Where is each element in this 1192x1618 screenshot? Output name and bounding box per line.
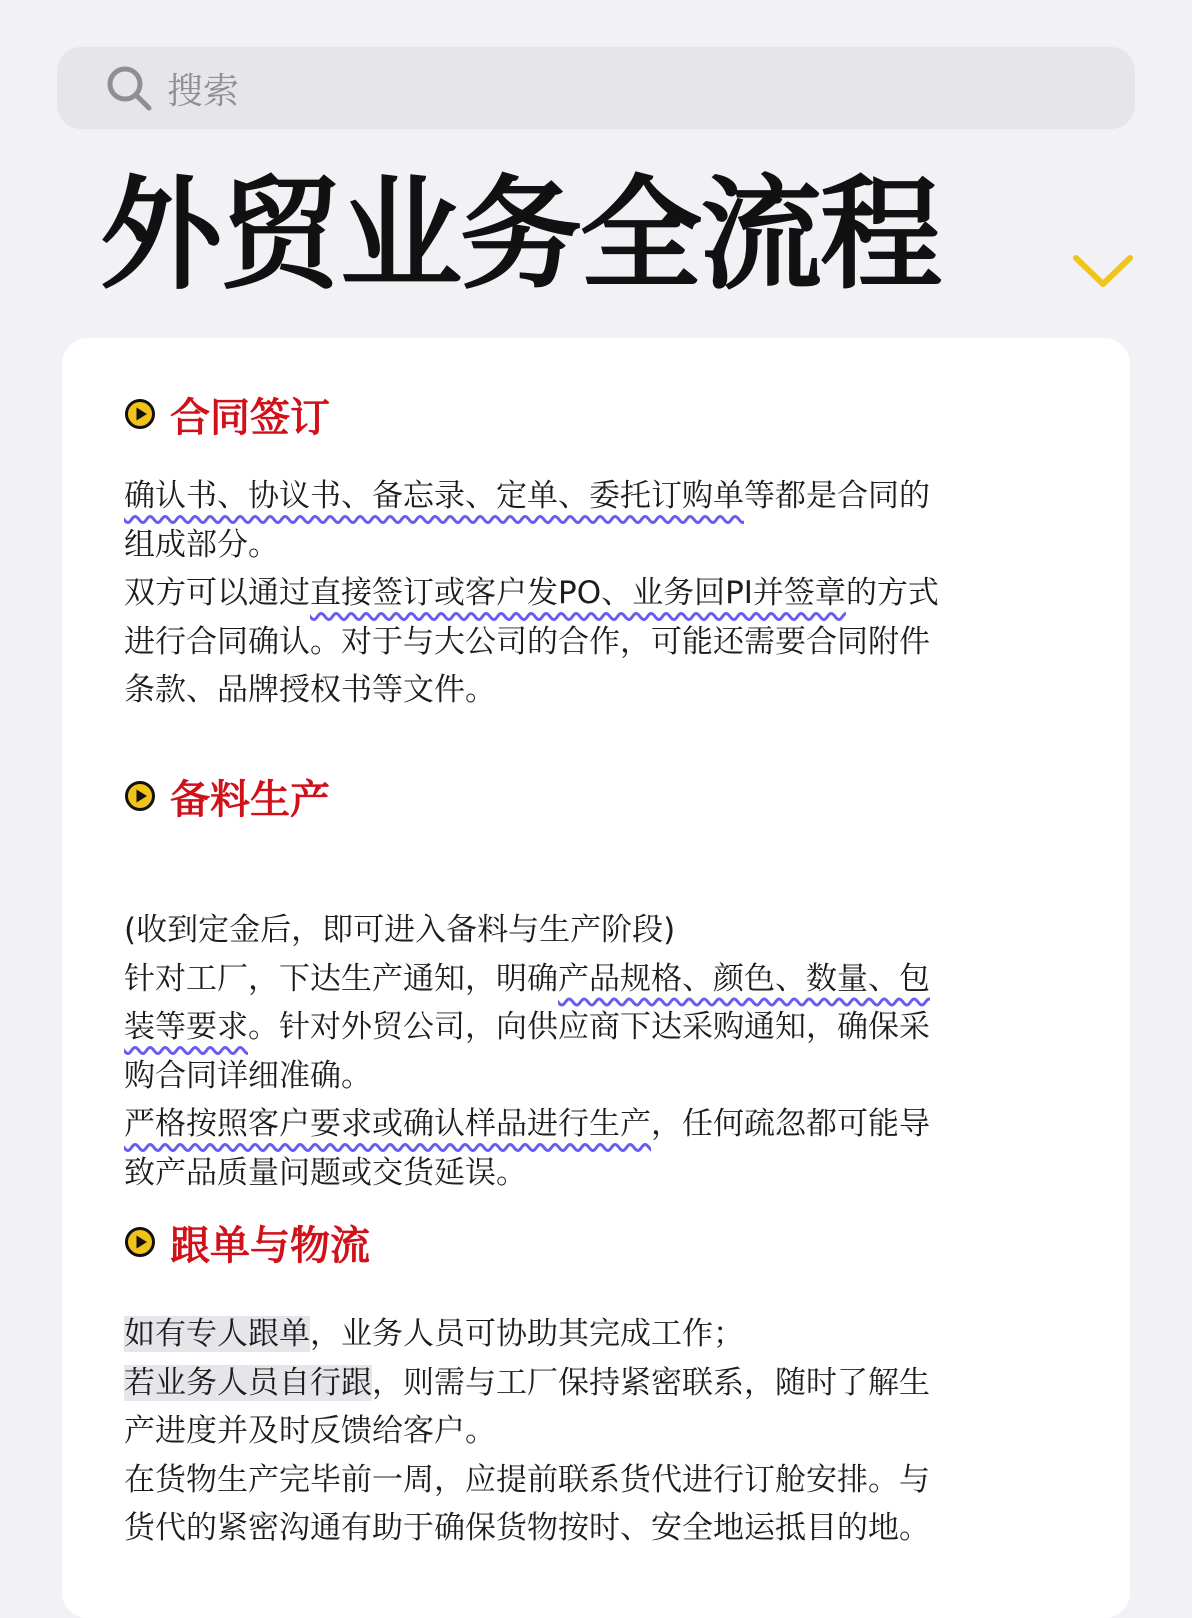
section-contract: [124, 384, 1084, 715]
text: ，任何疏忽都可能导: [651, 1106, 930, 1142]
underlined-text: 严格按照客户要求或确认样品进行生产: [124, 1106, 651, 1142]
section-body: [124, 1310, 1084, 1553]
search-bar[interactable]: [57, 47, 1135, 129]
underlined-text: 直接签订或客户发PO、业务回PI并签章: [310, 575, 846, 611]
body-line: [124, 569, 1084, 618]
text: ，则需与工厂保持紧密联系，随时了解生: [372, 1364, 930, 1401]
play-circle-icon: [124, 1226, 156, 1258]
underlined-text: 确认书、协议书、备忘录、定单、委托订购单: [124, 478, 744, 514]
section-production: [124, 766, 1084, 1197]
text: 双方可以通过: [124, 575, 310, 611]
section-body: [124, 472, 1084, 715]
body-line: [124, 472, 1084, 521]
play-circle-icon: [124, 780, 156, 812]
search-placeholder[interactable]: 搜索: [167, 70, 240, 112]
section-title: 跟单与物流: [170, 1222, 370, 1269]
section-title: 备料生产: [170, 776, 330, 823]
section-header: [124, 384, 1084, 444]
search-icon: [105, 64, 153, 112]
text: 等都是合同的: [744, 478, 930, 514]
body-line: 购合同详细准确。: [124, 1057, 372, 1094]
body-line: [124, 1359, 1084, 1408]
body-line: [124, 1100, 1084, 1149]
section-title: 合同签订: [170, 394, 330, 441]
body-line: 货代的紧密沟通有助于确保货物按时、安全地运抵目的地。: [124, 1510, 930, 1546]
body-line: 致产品质量问题或交货延误。: [124, 1154, 527, 1191]
content-card: [62, 338, 1130, 1618]
body-line: 组成部分。: [124, 526, 279, 563]
body-line: [124, 1310, 1084, 1359]
body-line: 产进度并及时反馈给客户。: [124, 1413, 496, 1449]
body-line: 在货物生产完毕前一周，应提前联系货代进行订舱安排。与: [124, 1461, 930, 1498]
highlighted-text: 若业务人员自行跟: [124, 1364, 372, 1401]
underlined-text: 产品规格、颜色、数量、包: [558, 960, 930, 997]
page-title: 外贸业务全流程: [100, 164, 940, 306]
body-line: [124, 955, 1084, 1004]
section-header: [124, 1212, 1084, 1272]
text: 的方式: [845, 575, 939, 611]
body-line: (收到定金后，即可进入备料与生产阶段): [124, 912, 676, 948]
section-logistics: [124, 1212, 1084, 1553]
body-line: 条款、品牌授权书等文件。: [124, 672, 496, 708]
body-line: 进行合同确认。对于与大公司的合作，可能还需要合同附件: [124, 623, 930, 660]
play-circle-icon: [124, 398, 156, 430]
section-header: [124, 766, 1084, 826]
body-line: [124, 1003, 1084, 1052]
highlighted-text: 如有专人跟单: [124, 1316, 310, 1352]
text: ，业务人员可协助其完成工作；: [310, 1316, 744, 1352]
section-body: [124, 906, 1084, 1197]
text: 针对工厂，下达生产通知，明确: [124, 960, 558, 997]
underlined-text: 装等要求: [124, 1009, 248, 1045]
text: 。针对外贸公司，向供应商下达采购通知，确保采: [248, 1009, 930, 1045]
chevron-down-icon[interactable]: [1070, 250, 1136, 294]
